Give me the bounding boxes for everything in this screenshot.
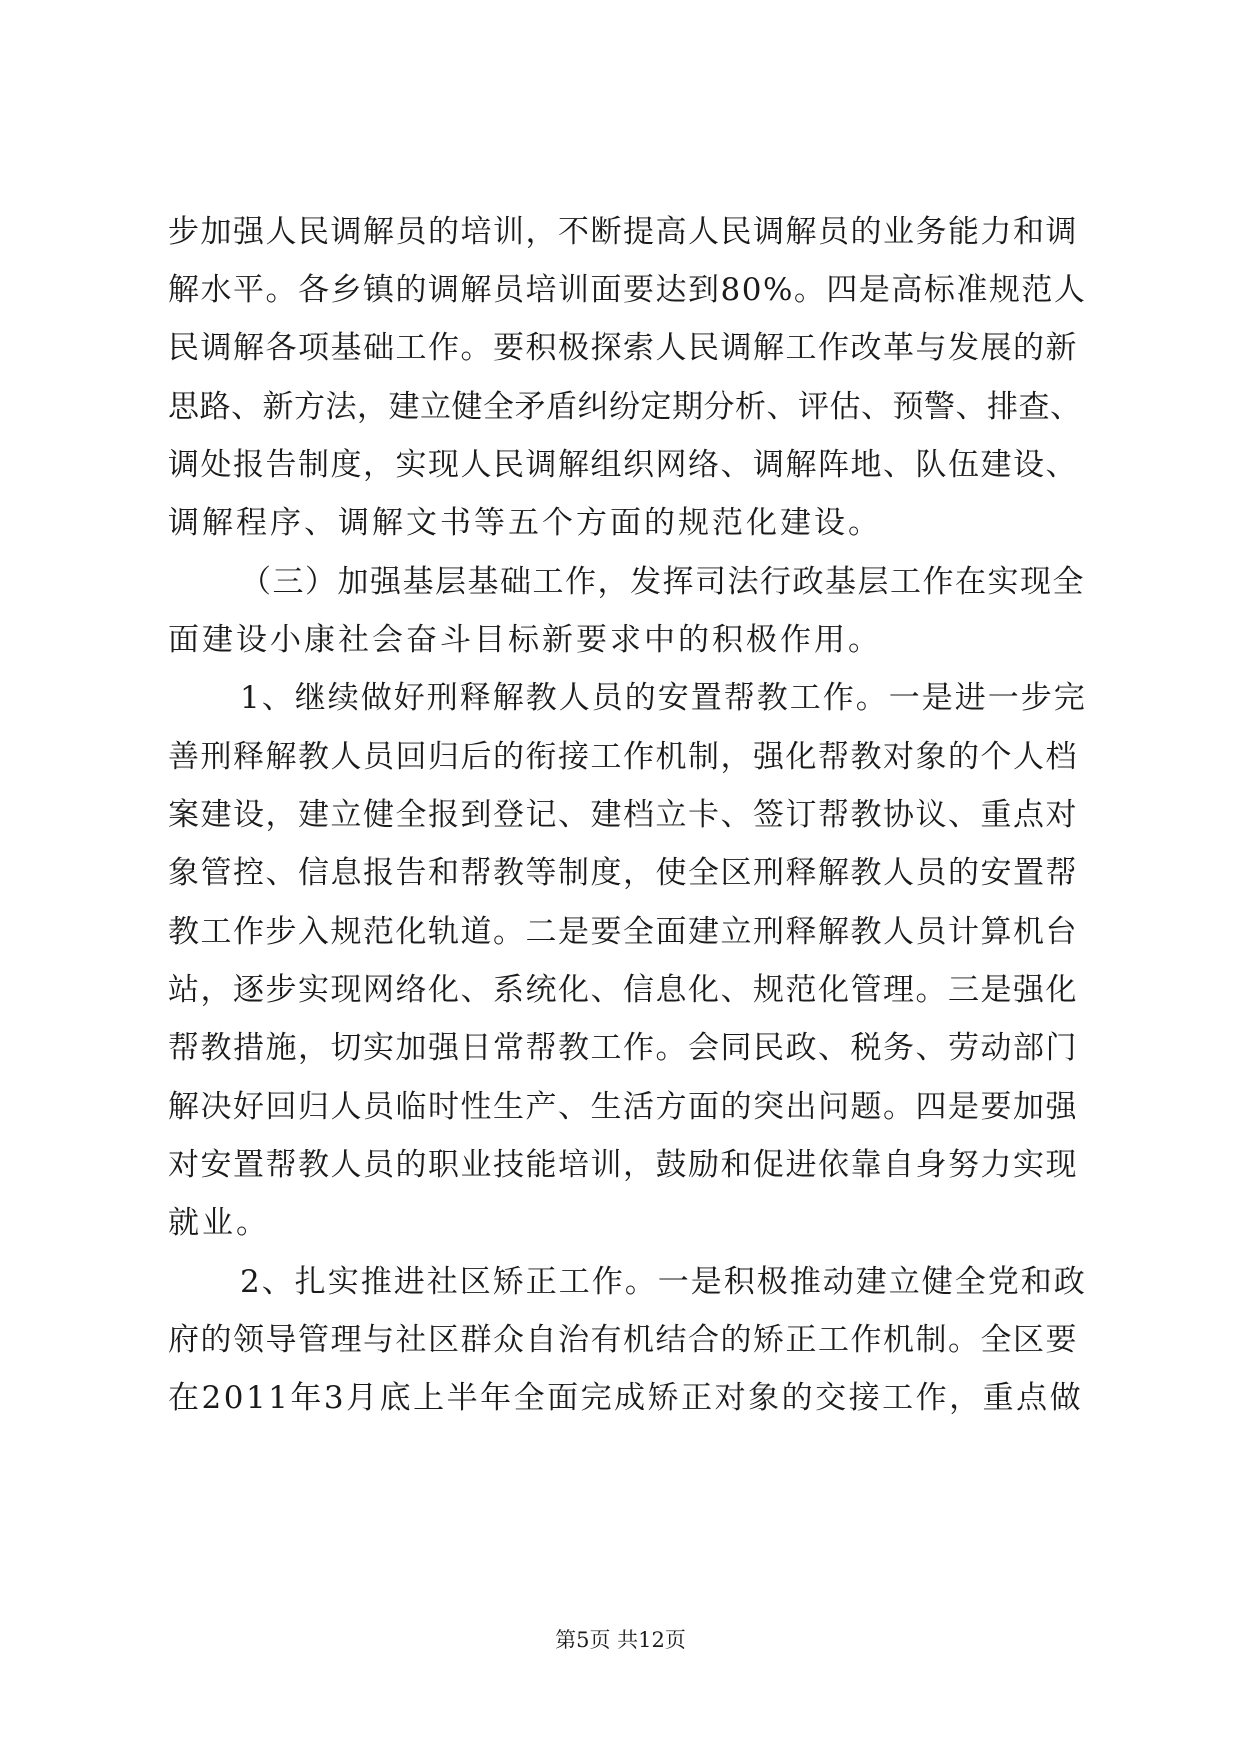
text-line: 在2011年3月底上半年全面完成矫正对象的交接工作，重点做 <box>168 1380 1084 1416</box>
section-heading: （三）加强基层基础工作，发挥司法行政基层工作在实现全 <box>240 564 1085 600</box>
text-line: 教工作步入规范化轨道。二是要全面建立刑释解教人员计算机台 <box>168 914 1078 950</box>
text-line: 府的领导管理与社区群众自治有机结合的矫正工作机制。全区要 <box>168 1322 1078 1358</box>
text-line: 民调解各项基础工作。要积极探索人民调解工作改革与发展的新 <box>168 330 1078 366</box>
text-line: 善刑释解教人员回归后的衔接工作机制，强化帮教对象的个人档 <box>168 739 1078 775</box>
text-line: 案建设，建立健全报到登记、建档立卡、签订帮教协议、重点对 <box>168 797 1078 833</box>
paragraph-start: 1、继续做好刑释解教人员的安置帮教工作。一是进一步完 <box>240 680 1087 716</box>
text-line: 解决好回归人员临时性生产、生活方面的突出问题。四是要加强 <box>168 1089 1078 1125</box>
text-line: 对安置帮教人员的职业技能培训，鼓励和促进依靠自身努力实现 <box>168 1147 1078 1183</box>
text-line: 象管控、信息报告和帮教等制度，使全区刑释解教人员的安置帮 <box>168 855 1078 891</box>
paragraph-start: 2、扎实推进社区矫正工作。一是积极推动建立健全党和政 <box>240 1264 1087 1300</box>
text-line: 调解程序、调解文书等五个方面的规范化建设。 <box>168 505 882 541</box>
text-line: 调处报告制度，实现人民调解组织网络、调解阵地、队伍建设、 <box>168 447 1078 483</box>
text-line: 步加强人民调解员的培训，不断提高人民调解员的业务能力和调 <box>168 214 1078 250</box>
page-footer: 第5页 共12页 <box>555 1628 686 1652</box>
text-line: 思路、新方法，建立健全矛盾纠纷定期分析、评估、预警、排查、 <box>168 389 1082 425</box>
text-line: 帮教措施，切实加强日常帮教工作。会同民政、税务、劳动部门 <box>168 1030 1078 1066</box>
text-line: 解水平。各乡镇的调解员培训面要达到80%。四是高标准规范人 <box>168 272 1087 308</box>
text-line: 站，逐步实现网络化、系统化、信息化、规范化管理。三是强化 <box>168 972 1078 1008</box>
text-line: 就业。 <box>168 1205 270 1241</box>
section-heading-cont: 面建设小康社会奋斗目标新要求中的积极作用。 <box>168 622 882 658</box>
